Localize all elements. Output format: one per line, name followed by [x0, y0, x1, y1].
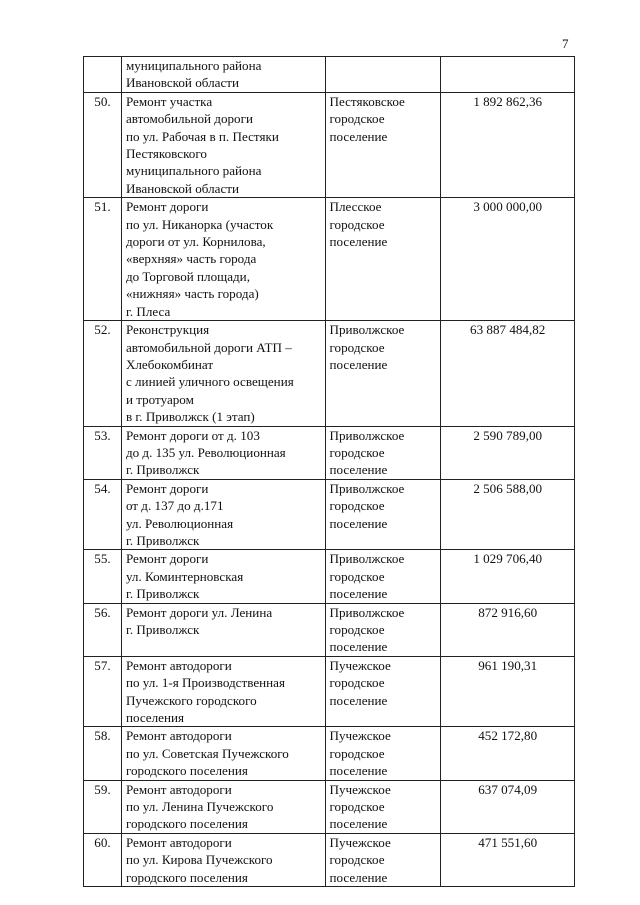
settlement: Пучежское городское поселение [325, 727, 441, 780]
amount: 2 506 588,00 [441, 479, 575, 550]
table-row [84, 656, 575, 727]
work-name: Реконструкция автомобильной дороги АТП – Хлебокомбинат с линией уличного освещения и тротуаром в г. Приволжск (1 этап) [121, 321, 325, 426]
row-number [84, 57, 122, 93]
row-number: 55. [84, 550, 122, 603]
amount: 3 000 000,00 [441, 198, 575, 321]
settlement: Пестяковское городское поселение [325, 92, 441, 197]
table-row [84, 780, 575, 833]
work-name: Ремонт участка автомобильной дороги по ул. Рабочая в п. Пестяки Пестяковского муниципального района Ивановской области [121, 92, 325, 197]
table-row [84, 727, 575, 780]
page-number: 7 [562, 36, 569, 51]
settlement: Пучежское городское поселение [325, 833, 441, 886]
road-repair-table [83, 56, 575, 887]
amount: 452 172,80 [441, 727, 575, 780]
work-name: Ремонт дороги ул. Коминтерновская г. Приволжск [121, 550, 325, 603]
amount [441, 57, 575, 93]
settlement: Приволжское городское поселение [325, 321, 441, 426]
table-row [84, 198, 575, 321]
work-name: Ремонт дороги от д. 137 до д.171 ул. Революционная г. Приволжск [121, 479, 325, 550]
settlement: Приволжское городское поселение [325, 603, 441, 656]
row-number: 59. [84, 780, 122, 833]
table-row [84, 550, 575, 603]
table-row [84, 426, 575, 479]
settlement: Приволжское городское поселение [325, 550, 441, 603]
amount: 961 190,31 [441, 656, 575, 727]
row-number: 56. [84, 603, 122, 656]
work-name: Ремонт дороги ул. Ленина г. Приволжск [121, 603, 325, 656]
table-row [84, 57, 575, 93]
amount: 471 551,60 [441, 833, 575, 886]
settlement: Приволжское городское поселение [325, 426, 441, 479]
work-name: Ремонт автодороги по ул. Советская Пучежского городского поселения [121, 727, 325, 780]
amount: 637 074,09 [441, 780, 575, 833]
work-name: Ремонт автодороги по ул. Ленина Пучежского городского поселения [121, 780, 325, 833]
amount: 1 029 706,40 [441, 550, 575, 603]
table-row [84, 479, 575, 550]
amount: 63 887 484,82 [441, 321, 575, 426]
settlement: Приволжское городское поселение [325, 479, 441, 550]
row-number: 52. [84, 321, 122, 426]
row-number: 58. [84, 727, 122, 780]
table-row [84, 92, 575, 197]
work-name: Ремонт автодороги по ул. 1-я Производственная Пучежского городского поселения [121, 656, 325, 727]
settlement: Пучежское городское поселение [325, 656, 441, 727]
amount: 1 892 862,36 [441, 92, 575, 197]
row-number: 51. [84, 198, 122, 321]
amount: 2 590 789,00 [441, 426, 575, 479]
row-number: 50. [84, 92, 122, 197]
work-name: Ремонт дороги от д. 103 до д. 135 ул. Революционная г. Приволжск [121, 426, 325, 479]
settlement: Пучежское городское поселение [325, 780, 441, 833]
table-row [84, 833, 575, 886]
row-number: 60. [84, 833, 122, 886]
row-number: 54. [84, 479, 122, 550]
settlement: Плесское городское поселение [325, 198, 441, 321]
amount: 872 916,60 [441, 603, 575, 656]
work-name: Ремонт автодороги по ул. Кирова Пучежского городского поселения [121, 833, 325, 886]
settlement [325, 57, 441, 93]
row-number: 53. [84, 426, 122, 479]
work-name: Ремонт дороги по ул. Никанорка (участок дороги от ул. Корнилова, «верхняя» часть города до Торговой площади, «нижняя» часть города) г. Плеса [121, 198, 325, 321]
table-row [84, 603, 575, 656]
row-number: 57. [84, 656, 122, 727]
work-name: муниципального района Ивановской области [121, 57, 325, 93]
table-row [84, 321, 575, 426]
